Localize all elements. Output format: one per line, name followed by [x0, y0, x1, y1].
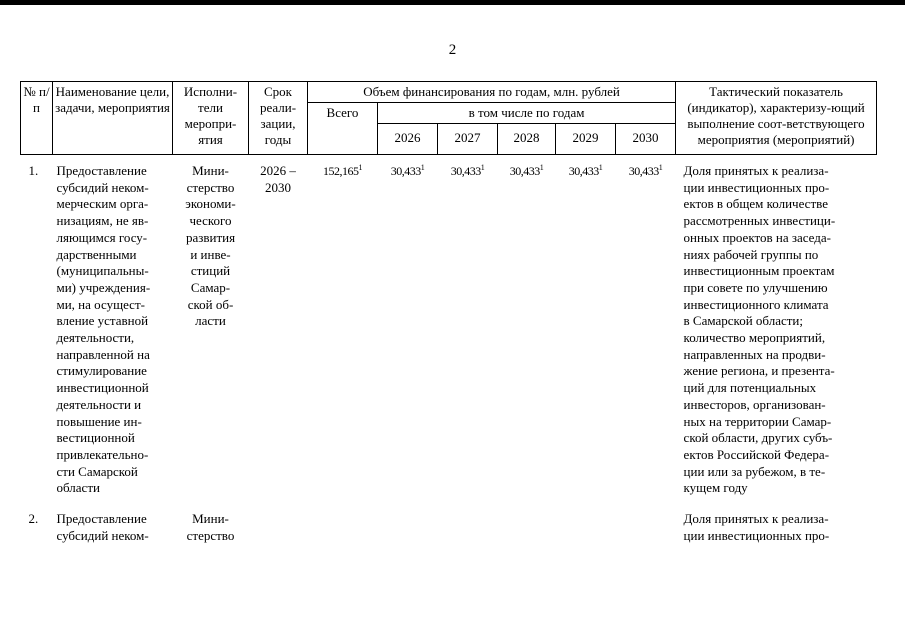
top-border-rule [0, 0, 905, 5]
footnote-marker: 1 [420, 163, 425, 172]
value-text: 30,433 [628, 164, 659, 178]
table-row [21, 163, 877, 497]
footnote-marker: 1 [598, 163, 603, 172]
row-value-2030 [616, 163, 676, 497]
value-text: 30,433 [390, 164, 421, 178]
financing-table [20, 81, 877, 544]
header-name: Наименование цели, задачи, мероприятия [53, 82, 173, 155]
row-value-2029 [556, 511, 616, 544]
row-indicator-text: Доля принятых к реализа- ции инвестиционных про- ектов в общем количестве рассмотренных инвестици- онных проектов на заседа- ниях рабочей группы по инвестиционным проектам при совете по улучшению инвестиционного климата в Самарской области; количество мероприятий, направленных на продви- жение региона, и презента- ций для потенциальных инвесторов, организован- ных на территории Самар- ской области, других субъ- ектов Российской Федера- ции или за рубежом, в те- кущем году [683, 163, 836, 496]
row-name [53, 163, 173, 497]
row-number: 1. [28, 163, 39, 178]
footnote-marker: 1 [358, 163, 362, 172]
page-number: 2 [448, 42, 457, 58]
row-executor-text: Мини- стерство экономи- ческого развития и инве- стиций Самар- ской об- ласти [185, 163, 236, 329]
row-number: 2. [28, 511, 39, 527]
header-year-2027: 2027 [438, 124, 498, 155]
row-executor [173, 163, 249, 497]
value-text: 30,433 [568, 164, 599, 178]
value-text: 30,433 [509, 164, 540, 178]
row-total [308, 163, 378, 497]
row-total-value: 152,165 [323, 164, 359, 178]
header-year-2029: 2029 [556, 124, 616, 155]
table-row [21, 511, 877, 544]
row-value-2029 [556, 163, 616, 497]
row-executor [173, 511, 249, 544]
header-funding: Объем финансирования по годам, млн. рублей [308, 82, 676, 103]
row-value-2028 [498, 511, 556, 544]
row-value-2030 [616, 511, 676, 544]
header-year-2030: 2030 [616, 124, 676, 155]
footnote-marker: 1 [539, 163, 544, 172]
footnote-marker: 1 [480, 163, 485, 172]
header-num: № п/п [21, 82, 53, 155]
row-value-2026 [378, 163, 438, 497]
row-name-text: Предоставление субсидий неком- мерческим орга- низациям, не яв- ляющимся госу- дарственными (муниципальны- ми) учреждения- ми, на осущест- вление уставной деятельности, направленной на стимулирование инвестиционной деятельности и повышение ин- вестиционной привлекательно- сти Самарской области [56, 163, 151, 496]
header-term: Срок реали-зации, годы [249, 82, 308, 155]
header-by-year: в том числе по годам [378, 103, 676, 124]
row-term-text: 2026 – 2030 [260, 163, 296, 195]
header-total: Всего [308, 103, 378, 155]
row-name [53, 511, 173, 544]
value-text: 30,433 [450, 164, 481, 178]
row-indicator [676, 511, 877, 544]
row-value-2028 [498, 163, 556, 497]
row-value-2027 [438, 163, 498, 497]
header-year-2028: 2028 [498, 124, 556, 155]
row-value-2026 [378, 511, 438, 544]
footnote-marker: 1 [658, 163, 663, 172]
row-term [249, 163, 308, 497]
header-indicator: Тактический показатель (индикатор), характеризу-ющий выполнение соот-ветствующего мероприятия (мероприятий) [676, 82, 877, 155]
row-name-text: Предоставление субсидий неком- [56, 511, 149, 543]
row-total [308, 511, 378, 544]
row-indicator [676, 163, 877, 497]
row-term [249, 511, 308, 544]
header-year-2026: 2026 [378, 124, 438, 155]
row-value-2027 [438, 511, 498, 544]
row-indicator-text: Доля принятых к реализа- ции инвестиционных про- [683, 511, 830, 543]
row-executor-text: Мини- стерство [186, 511, 235, 543]
header-executors: Исполни-тели меропри-ятия [173, 82, 249, 155]
